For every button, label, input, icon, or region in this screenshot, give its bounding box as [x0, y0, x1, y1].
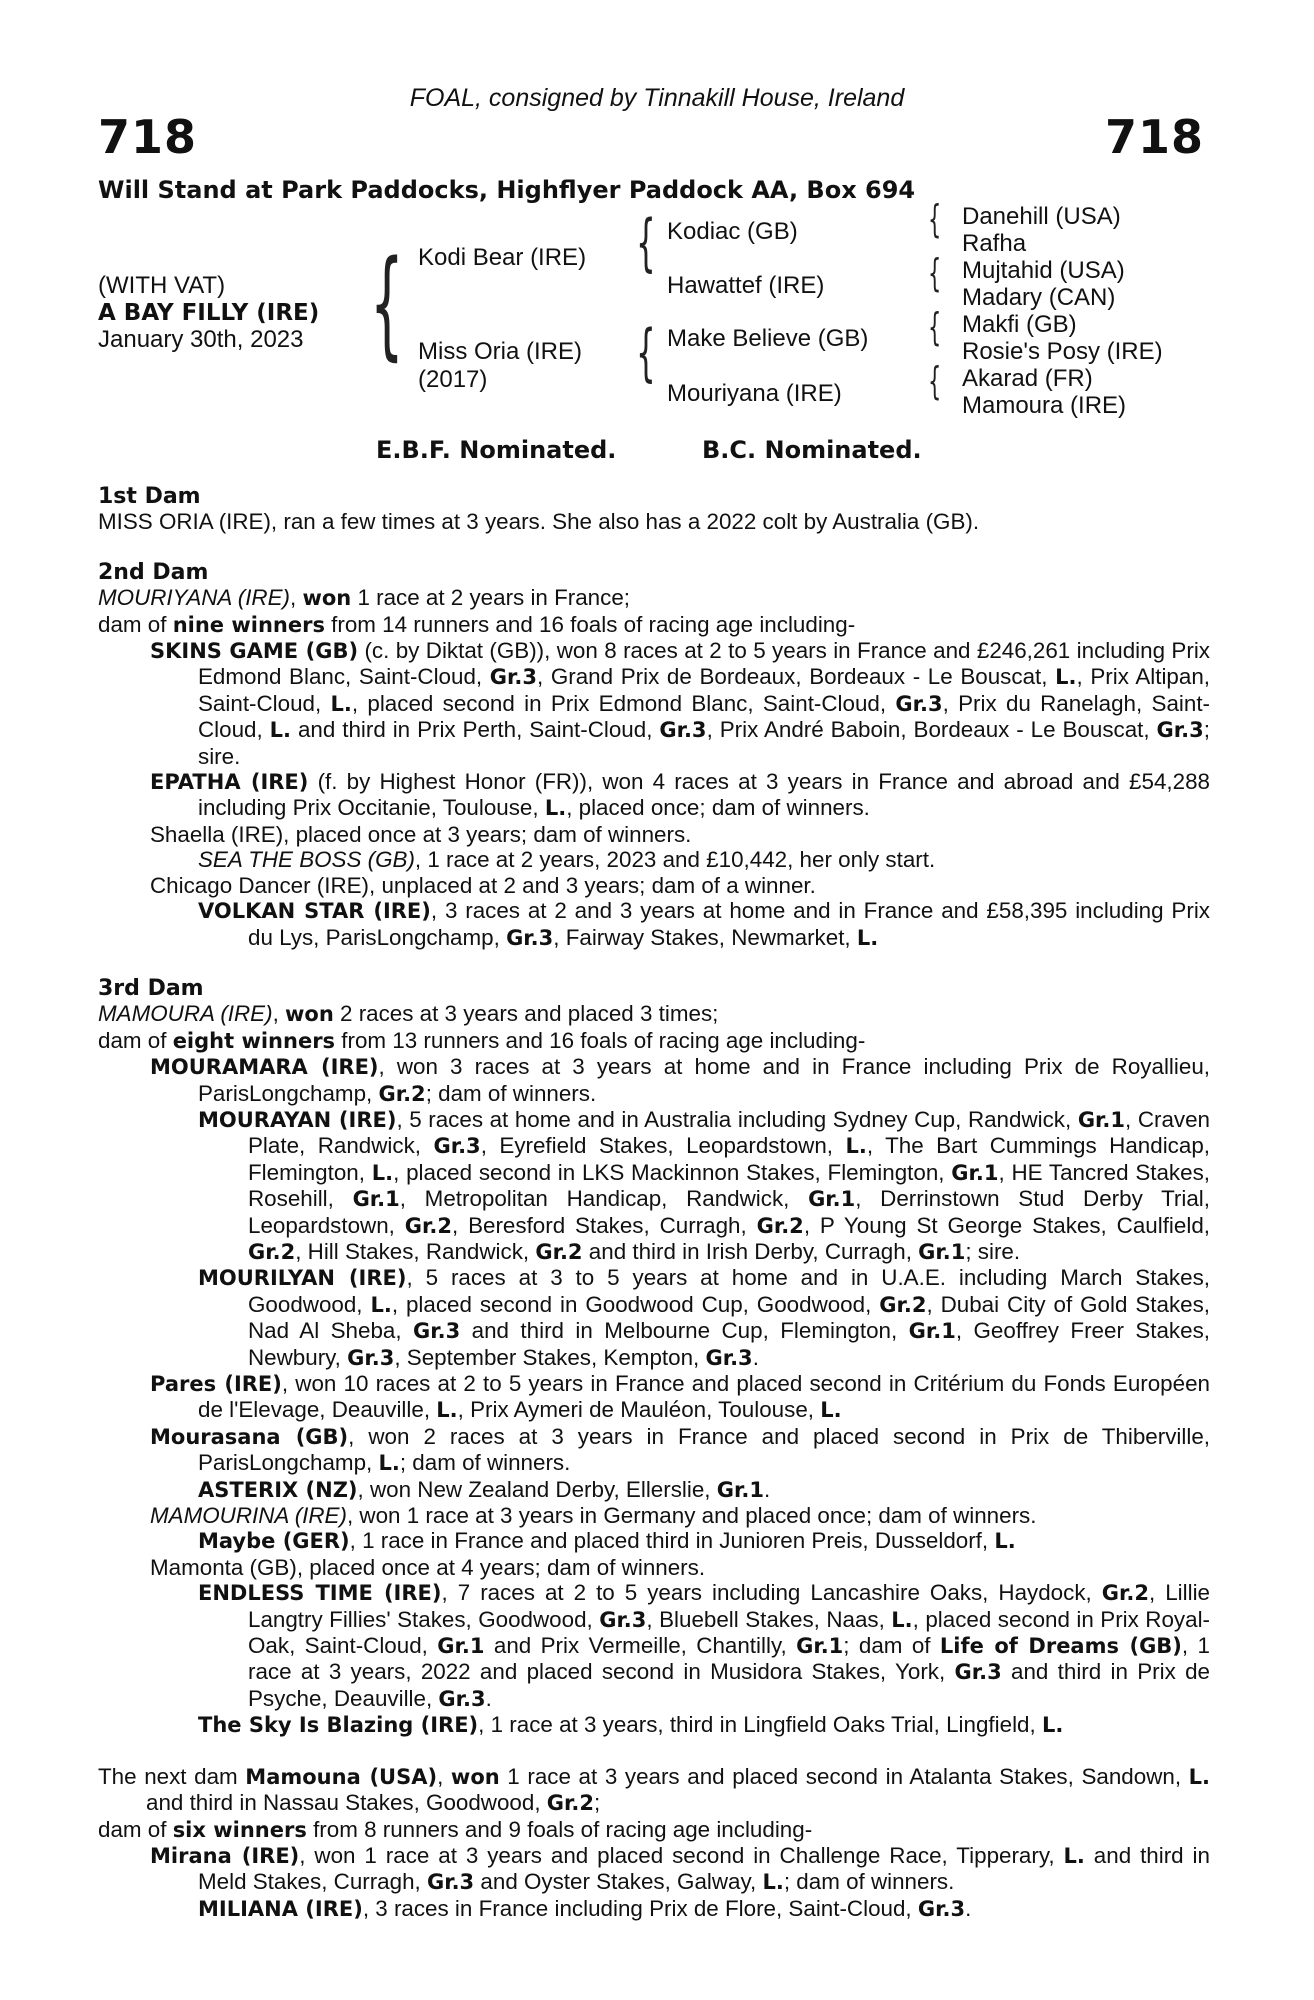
produce-miliana: MILIANA (IRE), 3 races in France including Prix de Flore, Saint-Cloud, Gr.3. — [198, 1895, 972, 1921]
third-dam-intro: MAMOURA (IRE), won 2 races at 3 years and placed 3 times; — [98, 1001, 719, 1027]
dam-year: (2017) — [418, 366, 488, 393]
produce-asterix: ASTERIX (NZ), won New Zealand Derby, Ellerslie, Gr.1. — [198, 1476, 771, 1502]
third-dam-heading: 3rd Dam — [98, 975, 204, 1001]
g-sdd: Madary (CAN) — [962, 284, 1116, 311]
dam-sire: Make Believe (GB) — [667, 325, 869, 352]
pedigree-brace: { — [370, 234, 404, 372]
sire-brace: { — [636, 206, 656, 279]
first-dam-text: MISS ORIA (IRE), ran a few times at 3 years. She also has a 2022 colt by Australia (GB). — [98, 509, 980, 535]
brace-3: { — [928, 305, 942, 349]
g-ssd: Rafha — [962, 230, 1027, 257]
g-dds: Akarad (FR) — [962, 365, 1093, 392]
sire-dam: Hawattef (IRE) — [667, 272, 825, 299]
produce-mamourina: MAMOURINA (IRE), won 1 race at 3 years in Germany and placed once; dam of winners. — [150, 1503, 1037, 1529]
g-dss: Makfi (GB) — [962, 311, 1077, 338]
produce-mourilyan: MOURILYAN (IRE), 5 races at 3 to 5 years at home and in U.A.E. including March Stakes, Goodwood, L., placed second in Goodwood Cup, Goodwood, Gr.2, Dubai City of Gold Stakes, Nad Al Sheba, Gr.3 and third in Melbourne Cup, Flemington, Gr.1, Geoffrey Freer Stakes, Newbury, Gr.3, September Stakes, Kempton, Gr.3. — [198, 1265, 1211, 1370]
second-dam-intro: MOURIYANA (IRE), won 1 race at 2 years in France; — [98, 585, 631, 611]
produce-sea-the-boss: SEA THE BOSS (GB), 1 race at 2 years, 2023 and £10,442, her only start. — [198, 847, 936, 873]
produce-sky-is-blazing: The Sky Is Blazing (IRE), 1 race at 3 years, third in Lingfield Oaks Trial, Lingfield, L. — [198, 1712, 1064, 1738]
produce-volkan-star: VOLKAN STAR (IRE), 3 races at 2 and 3 years at home and in France and £58,395 including Prix du Lys, ParisLongchamp, Gr.3, Fairway Stakes, Newmarket, L. — [198, 898, 1210, 950]
lot-title: A BAY FILLY (IRE) — [98, 300, 320, 326]
produce-epatha: EPATHA (IRE) (f. by Highest Honor (FR)), won 4 races at 3 years in France and abroad and £54,288 including Prix Occitanie, Toulouse, L., placed once; dam of winners. — [150, 769, 1210, 821]
catalogue-body — [98, 484, 1210, 1922]
second-dam-produce: dam of nine winners from 14 runners and 16 foals of racing age including- — [98, 611, 856, 637]
dam: Miss Oria (IRE) — [418, 338, 582, 365]
first-dam-heading: 1st Dam — [98, 484, 201, 509]
third-dam-produce: dam of eight winners from 13 runners and 16 foals of racing age including- — [98, 1027, 866, 1053]
produce-endless-time: ENDLESS TIME (IRE), 7 races at 2 to 5 years including Lancashire Oaks, Haydock, Gr.2, Lillie Langtry Fillies' Stakes, Goodwood, Gr.3, Bluebell Stakes, Naas, L., placed second in Prix Royal-Oak, Saint-Cloud, Gr.1 and Prix Vermeille, Chantilly, Gr.1; dam of Life of Dreams (GB), 1 race at 3 years, 2022 and placed second in Musidora Stakes, York, Gr.3 and third in Prix de Psyche, Deauville, Gr.3. — [198, 1580, 1211, 1711]
produce-mirana: Mirana (IRE), won 1 race at 3 years and placed second in Challenge Race, Tipperary, L. and third in Meld Stakes, Curragh, Gr.3 and Oyster Stakes, Galway, L.; dam of winners. — [150, 1842, 1210, 1895]
g-sss: Danehill (USA) — [962, 203, 1121, 230]
g-dsd: Rosie's Posy (IRE) — [962, 338, 1163, 365]
produce-mamonta: Mamonta (GB), placed once at 4 years; dam of winners. — [150, 1554, 706, 1580]
g-sds: Mujtahid (USA) — [962, 257, 1125, 284]
brace-2: { — [928, 251, 942, 295]
brace-4: { — [928, 359, 942, 403]
produce-mouramara: MOURAMARA (IRE), won 3 races at 3 years at home and in France including Prix de Royallieu, ParisLongchamp, Gr.2; dam of winners. — [150, 1054, 1210, 1106]
dam-dam: Mouriyana (IRE) — [667, 380, 842, 407]
next-dam-produce: dam of six winners from 8 runners and 9 foals of racing age including- — [98, 1816, 813, 1842]
bc-nomination: B.C. Nominated. — [702, 436, 922, 464]
produce-mourayan: MOURAYAN (IRE), 5 races at home and in Australia including Sydney Cup, Randwick, Gr.1, Craven Plate, Randwick, Gr.3, Eyrefield Stakes, Leopardstown, L., The Bart Cummings Handicap, Flemington, L., placed second in LKS Mackinnon Stakes, Flemington, Gr.1, HE Tancred Stakes, Rosehill, Gr.1, Metropolitan Handicap, Randwick, Gr.1, Derrinstown Stud Derby Trial, Leopardstown, Gr.2, Beresford Stakes, Curragh, Gr.2, P Young St George Stakes, Caulfield, Gr.2, Hill Stakes, Randwick, Gr.2 and third in Irish Derby, Curragh, Gr.1; sire. — [198, 1106, 1211, 1264]
produce-chicago-dancer: Chicago Dancer (IRE), unplaced at 2 and 3 years; dam of a winner. — [150, 872, 816, 898]
produce-maybe: Maybe (GER), 1 race in France and placed third in Junioren Preis, Dusseldorf, L. — [198, 1528, 1016, 1554]
produce-shaella: Shaella (IRE), placed once at 3 years; dam of winners. — [150, 821, 692, 847]
produce-mourasana: Mourasana (GB), won 2 races at 3 years in France and placed second in Prix de Thiberville, ParisLongchamp, L.; dam of winners. — [150, 1423, 1211, 1476]
dam-brace: { — [636, 316, 656, 389]
lot-number-left: 718 — [98, 110, 198, 164]
consignment-line: FOAL, consigned by Tinnakill House, Ireland — [409, 84, 905, 112]
stand-location: Will Stand at Park Paddocks, Highflyer Paddock AA, Box 694 — [98, 176, 916, 204]
brace-1: { — [928, 197, 942, 241]
next-dam-intro: The next dam Mamouna (USA), won 1 race at 3 years and placed second in Atalanta Stakes, Sandown, L. and third in Nassau Stakes, Goodwood, Gr.2; — [98, 1763, 1211, 1816]
vat-note: (WITH VAT) — [98, 272, 226, 299]
lot-number-right: 718 — [1104, 110, 1204, 164]
produce-skins-game: SKINS GAME (GB) (c. by Diktat (GB)), won 8 races at 2 to 5 years in France and £246,261 including Prix Edmond Blanc, Saint-Cloud, Gr.3, Grand Prix de Bordeaux, Bordeaux - Le Bouscat, L., Prix Altipan, Saint-Cloud, L., placed second in Prix Edmond Blanc, Saint-Cloud, Gr.3, Prix du Ranelagh, Saint-Cloud, L. and third in Prix Perth, Saint-Cloud, Gr.3, Prix André Baboin, Bordeaux - Le Bouscat, Gr.3; sire. — [150, 638, 1211, 769]
sire-sire: Kodiac (GB) — [667, 218, 798, 245]
ebf-nomination: E.B.F. Nominated. — [376, 436, 617, 464]
sire: Kodi Bear (IRE) — [418, 244, 587, 271]
foaling-date: January 30th, 2023 — [98, 326, 304, 353]
produce-pares: Pares (IRE), won 10 races at 2 to 5 years in France and placed second in Critérium du Fonds Européen de l'Elevage, Deauville, L., Prix Aymeri de Mauléon, Toulouse, L. — [150, 1371, 1210, 1423]
second-dam-heading: 2nd Dam — [98, 559, 209, 585]
g-ddd: Mamoura (IRE) — [962, 392, 1127, 419]
